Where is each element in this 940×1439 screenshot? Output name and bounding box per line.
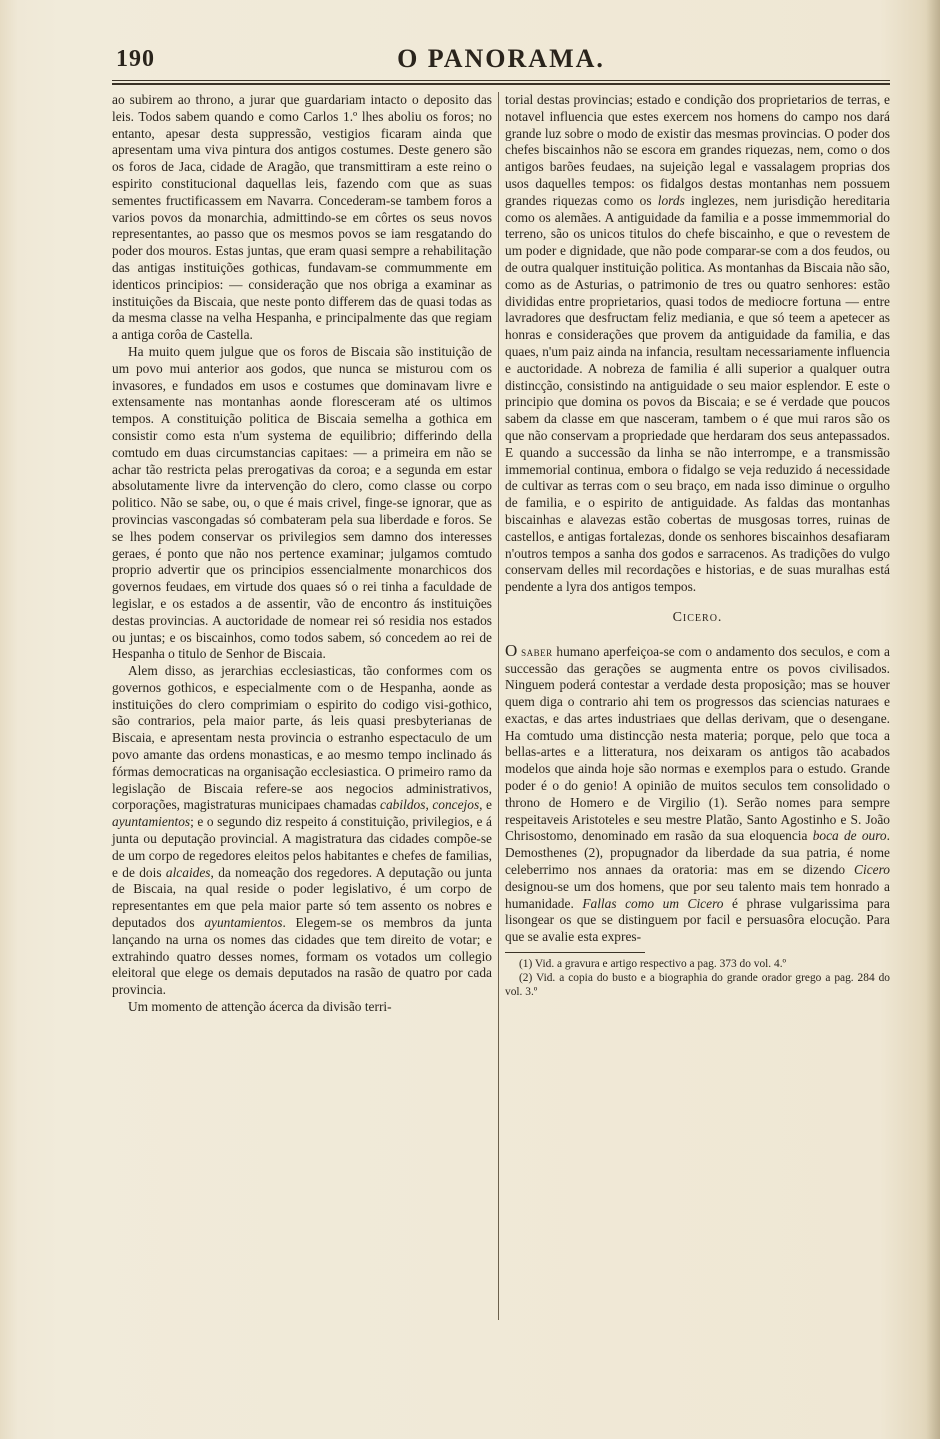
smallcaps-word: saber bbox=[521, 643, 553, 659]
footnote-rule bbox=[505, 952, 645, 953]
text-run: , da nomeação dos regedores. A deputação ou junta de Biscaia, na qual reside o poder legislativo, é um corpo de representantes em que pela maior parte só tem assento os nobres e deputados dos bbox=[112, 864, 493, 931]
text-run: . Demosthenes (2), propugnador da liberdade da sua patria, é nome celeberrimo nos annaes da oratoria: mas em se dizendo bbox=[505, 828, 890, 878]
paragraph: ao subirem ao throno, a jurar que guardariam intacto o deposito das leis. Todos sabem quando e como Carlos 1.º lhes aboliu os foros; no entanto, apesar desta suppressão, vestigios ficaram ainda que apresentam uma viva pintura dos antigos costumes. Deste genero são os foros de Jaca, cidade de Aragão, que transmittiram a este reino o espirito constitucional daquellas leis, fazendo com que as suas sementes fructificassem em Navarra. Concederam-se tambem foros a varios povos da monarchia, admittindo-se em côrtes os seus novos representantes, ao passo que os mesmos povos se iam resgatando do poder dos mouros. Estas juntas, que eram quasi sempre a rehabilitação das antigas instituições gothicas, fundavam-se commummente em identicos principios: — consideração que nos obriga a examinar as instituições da Biscaia, que neste ponto differem das de quasi todas as da mesma classe na velha Hespanha, e principalmente das que regiam a antiga corôa de Castella. bbox=[112, 92, 492, 343]
footnote: (1) Vid. a gravura e artigo respectivo a pag. 373 do vol. 4.º bbox=[519, 958, 787, 971]
footnote: (2) Vid. a copia do busto e a biographia do grande orador grego a pag. 284 do vol. 3.º bbox=[505, 972, 890, 999]
italic-term: boca de ouro bbox=[812, 828, 887, 844]
running-title: O PANORAMA. bbox=[397, 44, 605, 73]
initial-letter: O bbox=[505, 640, 518, 660]
italic-term: concejos bbox=[432, 797, 480, 813]
italic-term: ayuntamientos bbox=[204, 915, 283, 931]
text-run: designou-se um dos homens, que por seu talento mais tem honrado a humanidade. bbox=[505, 878, 890, 911]
text-run: , e bbox=[479, 797, 492, 813]
text-run: ; e o segundo diz respeito á constituição, privilegios, e á junta ou deputação provincial. A magistratura das cidades compõe-se de um corpo de regedores eleitos pelos habitantes e chefes de familias, e de dois bbox=[112, 814, 492, 880]
text-run: humano aperfeiçoa-se com o andamento dos seculos, e com a successão das gerações se augmenta entre os povos civilisados. Ninguem poderá contestar a verdade desta proposição; mas se houver quem diga o contrario ahi tem os progressos das sciencias naturaes e exactas, e das artes industriaes que dellas derivam, que o desengane. Ha comtudo uma distincção nesta materia; porque, pelo que toca a bellas-artes e a litteratura, nos deixaram os antigos tão acabados modelos que ainda hoje são normas e exemplos para o estudo. Grande poder é o do genio! A opinião de muitos seculos tem consolidado o throno de Homero e de Virgilio (1). Serão nomes para sempre respeitaveis Aristoteles e seu mestre Platão, Santo Agostinho e S. João Chrisostomo, denominado em rasão da sua eloquencia bbox=[505, 643, 890, 844]
paragraph bbox=[112, 663, 492, 999]
paragraph bbox=[505, 640, 890, 946]
italic-term: ayuntamientos bbox=[112, 814, 191, 830]
italic-term: alcaides bbox=[165, 864, 211, 880]
page-edge-shadow bbox=[926, 0, 940, 1439]
paragraph: Ha muito quem julgue que os foros de Biscaia são instituição de um povo mui anterior aos godos, que nunca se misturou com os invasores, e fundados em usos e costumes que dominavam livre e extensamente nas montanhas aonde floresceram até os ultimos tempos. A constituição politica de Biscaia semelha a gothica em consistir como esta n'um systema de equilibrio; differindo della comtudo em duas circumstancias capitaes: — a primeira em não se achar tão restricta pelas prerogativas da coroa; e a segunda em estar absolutamente livre da intervenção do clero, como classe ou corpo politico. Não se sabe, ou, o que é mais crivel, finge-se ignorar, que as provincias vascongadas só combateram pela sua liberdade e foros. Se se lhes podem conservar os privilegios sem damno dos interesses geraes, é ponto que não nos pertence examinar; julgamos comtudo proprio advertir que os principios essencialmente monarchicos dos governos feudaes, em virtude dos quaes só o rei tinha a faculdade de legislar, e os estados a de assentir, vão de encontro ás instituições destas provincias. A auctoridade de nomear rei só residia nos estados ou juntas; e os biscainhos, como todos sabem, só concedem ao rei de Hespanha o titulo de Senhor de Biscaia. bbox=[112, 343, 492, 662]
left-column bbox=[112, 92, 492, 1016]
text-run: . Elegem-se os membros da junta lançando na urna os nomes das cidades que tem direito de votar; e extrahindo quatro desses nomes, formam os votados um collegio eleitoral que elege os demais deputados na rasão de quatro por cada provincia. bbox=[112, 915, 492, 998]
column-divider bbox=[498, 92, 499, 1320]
italic-term: cabildos bbox=[380, 797, 426, 813]
page-header bbox=[112, 44, 890, 76]
text-run: , bbox=[425, 797, 433, 813]
paragraph bbox=[505, 92, 890, 596]
text-run: Alem disso, as jerarchias ecclesiasticas, tão conformes com os governos gothicos, e especialmente com o de Hespanha, aonde as instituições do clero comprimiam o espirito do codigo visi-gothico, são contrarios, pela maior parte, ás leis quasi presbyterianas de Biscaia, e apresentam nesta provincia o estranho espectaculo de um povo amante das ordens monasticas, e ao mesmo tempo inclinado ás fórmas democraticas na organisação ecclesiastica. O primeiro ramo da legislação de Biscaia refere-se aos negocios administrativos, corporações, magistraturas municipaes chamadas bbox=[112, 663, 492, 813]
page-number: 190 bbox=[116, 46, 155, 72]
text-run: torial destas provincias; estado e condição dos proprietarios de terras, e notavel influencia que estes exercem nos homens do campo nos dará grande luz sobre o modo de existir das mesmas provincias. O poder dos chefes biscainhos não se escora em grandes riquezas, nem, como o dos antigos barões feudaes, na sujeição legal e vassalagem proprias dos usos daquelles tempos: os fidalgos destas montanhas nem possuem grandes riquezas como os bbox=[505, 92, 890, 208]
italic-term: lords bbox=[657, 192, 685, 208]
italic-term: Cicero bbox=[854, 862, 890, 878]
paragraph: Um momento de attenção ácerca da divisão terri- bbox=[128, 999, 392, 1015]
section-title: Cicero. bbox=[672, 609, 723, 625]
text-run: inglezes, nem jurisdição hereditaria como os alemães. A antiguidade da familia e a posse immemmorial do terreno, são os unicos titulos do chefe biscainho, e que o revestem de um poder e dignidade, que não pode comparar-se com a dos feudos, ou de outra qualquer instituição politica. As montanhas da Biscaia não são, como as de Asturias, o patrimonio de tres ou quatro senhores: estão divididas entre proprietarios, quasi todos de mediocre fortuna — entre lavradores que desfructam feliz mediania, e que só teem a apetecer as honras e considerações que provem da antiguidade da familia, e das quaes, n'um paiz ainda na infancia, resultam necessariamente influencia e auctoridade. A nobreza de familia é alli superior a qualquer outra distincção, consistindo na antiguidade o seu maior esplendor. E este o principio que domina os povos da Biscaia; e se é verdade que poucos sabem da classe em que nasceram, tambem o é que mui raros são os que não conservam a propriedade que herdaram dos seus antepassados. E quando a successão da linha se não interrompe, e a transmissão immemorial continua, embora o fidalgo se veja reduzido á necessidade de cultivar as terras com o seu braço, em nada isso diminue o orgulho de familia, e o espirito de antiguidade. As faldas das montanhas biscainhas e alavezas estão cobertas de musgosas torres, ruinas de castellos, e antigas fortalezas, donde os senhores biscainhos desafiaram n'outros tempos a sanha dos godos e sarracenos. As tradições do vulgo conservam delles mil recordações e historias, e de suas muralhas está pendente a lyra dos antigos tempos. bbox=[505, 192, 890, 595]
right-column bbox=[505, 92, 890, 999]
text-run: é phrase vulgarissima para lisongear os que se distinguem por facil e persuasôra elocução. Para que se avalie esta expres- bbox=[505, 895, 890, 945]
header-rule bbox=[112, 80, 890, 85]
italic-term: Fallas como um Cicero bbox=[582, 895, 724, 911]
